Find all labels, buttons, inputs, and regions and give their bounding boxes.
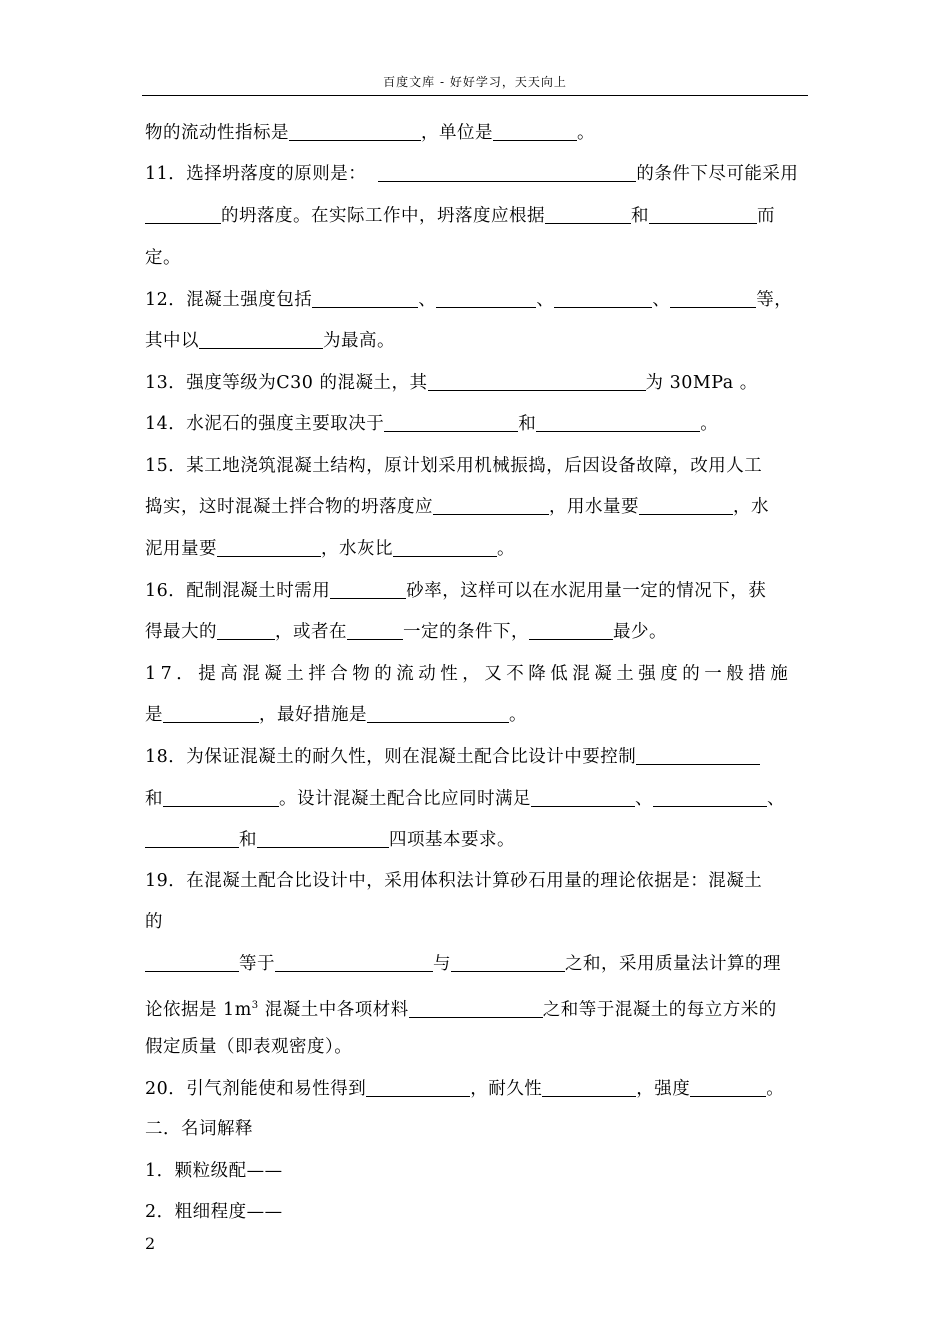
fill-blank[interactable]: [649, 204, 757, 224]
page-number: 2: [145, 1234, 156, 1253]
question-17-line: 17．提高混凝土拌合物的流动性，又不降低混凝土强度的一般措施: [145, 664, 793, 684]
fill-blank[interactable]: [367, 703, 509, 723]
question-11-line: 11．选择坍落度的原则是： 的条件下尽可能采用: [145, 164, 799, 184]
question-19-line: 等于 与 之和，采用质量法计算的理: [145, 949, 810, 979]
fill-blank[interactable]: [636, 745, 760, 765]
fill-blank[interactable]: [436, 288, 536, 308]
fill-blank[interactable]: [433, 495, 549, 515]
fill-blank[interactable]: [531, 787, 635, 807]
fill-blank[interactable]: [639, 495, 733, 515]
fill-blank[interactable]: [409, 998, 543, 1018]
question-12-line: 其中以 为最高。: [145, 331, 395, 351]
question-13-line: 13．强度等级为C30 的混凝土，其 为 30MPa 。: [145, 373, 758, 393]
question-10-line: 物的流动性指标是 ，单位是 。: [145, 123, 595, 143]
question-15-line: 捣实，这时混凝土拌合物的坍落度应 ，用水量要 ，水: [145, 497, 769, 517]
header-rule: [142, 95, 808, 96]
term-item: 1．颗粒级配——: [145, 1161, 283, 1181]
fill-blank[interactable]: [347, 620, 403, 640]
question-15-line: 泥用量要 ，水灰比 。: [145, 539, 515, 559]
fill-blank[interactable]: [163, 787, 279, 807]
question-19-line: 论依据是 $1m^3$ 混凝土中各项材料 之和等于混凝土的每立方米的: [145, 999, 777, 1020]
question-18-line: 和 。设计混凝土配合比应同时满足 、 、: [145, 789, 785, 809]
fill-blank[interactable]: [163, 703, 259, 723]
page-header: 百度文库 - 好好学习，天天向上: [383, 75, 567, 89]
fill-blank[interactable]: [217, 620, 275, 640]
fill-blank[interactable]: [690, 1077, 766, 1097]
fill-blank[interactable]: [330, 579, 406, 599]
fill-blank[interactable]: [653, 787, 767, 807]
fill-blank[interactable]: [378, 162, 636, 182]
question-19-line: 19．在混凝土配合比设计中，采用体积法计算砂石用量的理论依据是：混凝土: [145, 871, 763, 891]
question-18-line: 18．为保证混凝土的耐久性，则在混凝土配合比设计中要控制: [145, 742, 810, 772]
question-20-line: 20．引气剂能使和易性得到 ，耐久性 ，强度 。: [145, 1079, 785, 1099]
fill-blank[interactable]: [670, 288, 756, 308]
question-14-line: 14．水泥石的强度主要取决于 和 。: [145, 414, 719, 434]
fill-blank[interactable]: [428, 371, 646, 391]
question-18-line: 和 四项基本要求。: [145, 825, 810, 855]
fill-blank[interactable]: [529, 620, 613, 640]
section-heading: 二．名词解释: [145, 1119, 253, 1139]
question-11-line: 的坍落度。在实际工作中，坍落度应根据 和 而: [145, 201, 810, 231]
fill-blank[interactable]: [384, 412, 518, 432]
question-19-line: 的: [145, 912, 163, 932]
question-16-line: 得最大的 ，或者在 一定的条件下， 最少。: [145, 622, 667, 642]
fill-blank[interactable]: [493, 121, 577, 141]
fill-blank[interactable]: [217, 537, 321, 557]
fill-blank[interactable]: [199, 329, 323, 349]
question-12-line: 12．混凝土强度包括 、 、 、 等，: [145, 290, 793, 310]
fill-blank[interactable]: [554, 288, 652, 308]
fill-blank[interactable]: [451, 952, 565, 972]
fill-blank[interactable]: [312, 288, 418, 308]
term-item: 2．粗细程度——: [145, 1202, 283, 1222]
fill-blank[interactable]: [145, 204, 221, 224]
question-11-line: 定。: [145, 248, 181, 268]
fill-blank[interactable]: [545, 204, 631, 224]
fill-blank[interactable]: [366, 1077, 470, 1097]
fill-blank[interactable]: [145, 952, 239, 972]
question-17-line: 是 ，最好措施是 。: [145, 705, 527, 725]
fill-blank[interactable]: [393, 537, 497, 557]
question-19-line: 假定质量（即表观密度）。: [145, 1037, 353, 1057]
fill-blank[interactable]: [145, 828, 239, 848]
fill-blank[interactable]: [536, 412, 700, 432]
question-15-line: 15．某工地浇筑混凝土结构，原计划采用机械振捣，后因设备故障，改用人工: [145, 456, 763, 476]
question-16-line: 16．配制混凝土时需用 砂率，这样可以在水泥用量一定的情况下，获: [145, 581, 767, 601]
fill-blank[interactable]: [257, 828, 389, 848]
fill-blank[interactable]: [542, 1077, 636, 1097]
fill-blank[interactable]: [289, 121, 421, 141]
fill-blank[interactable]: [275, 952, 433, 972]
